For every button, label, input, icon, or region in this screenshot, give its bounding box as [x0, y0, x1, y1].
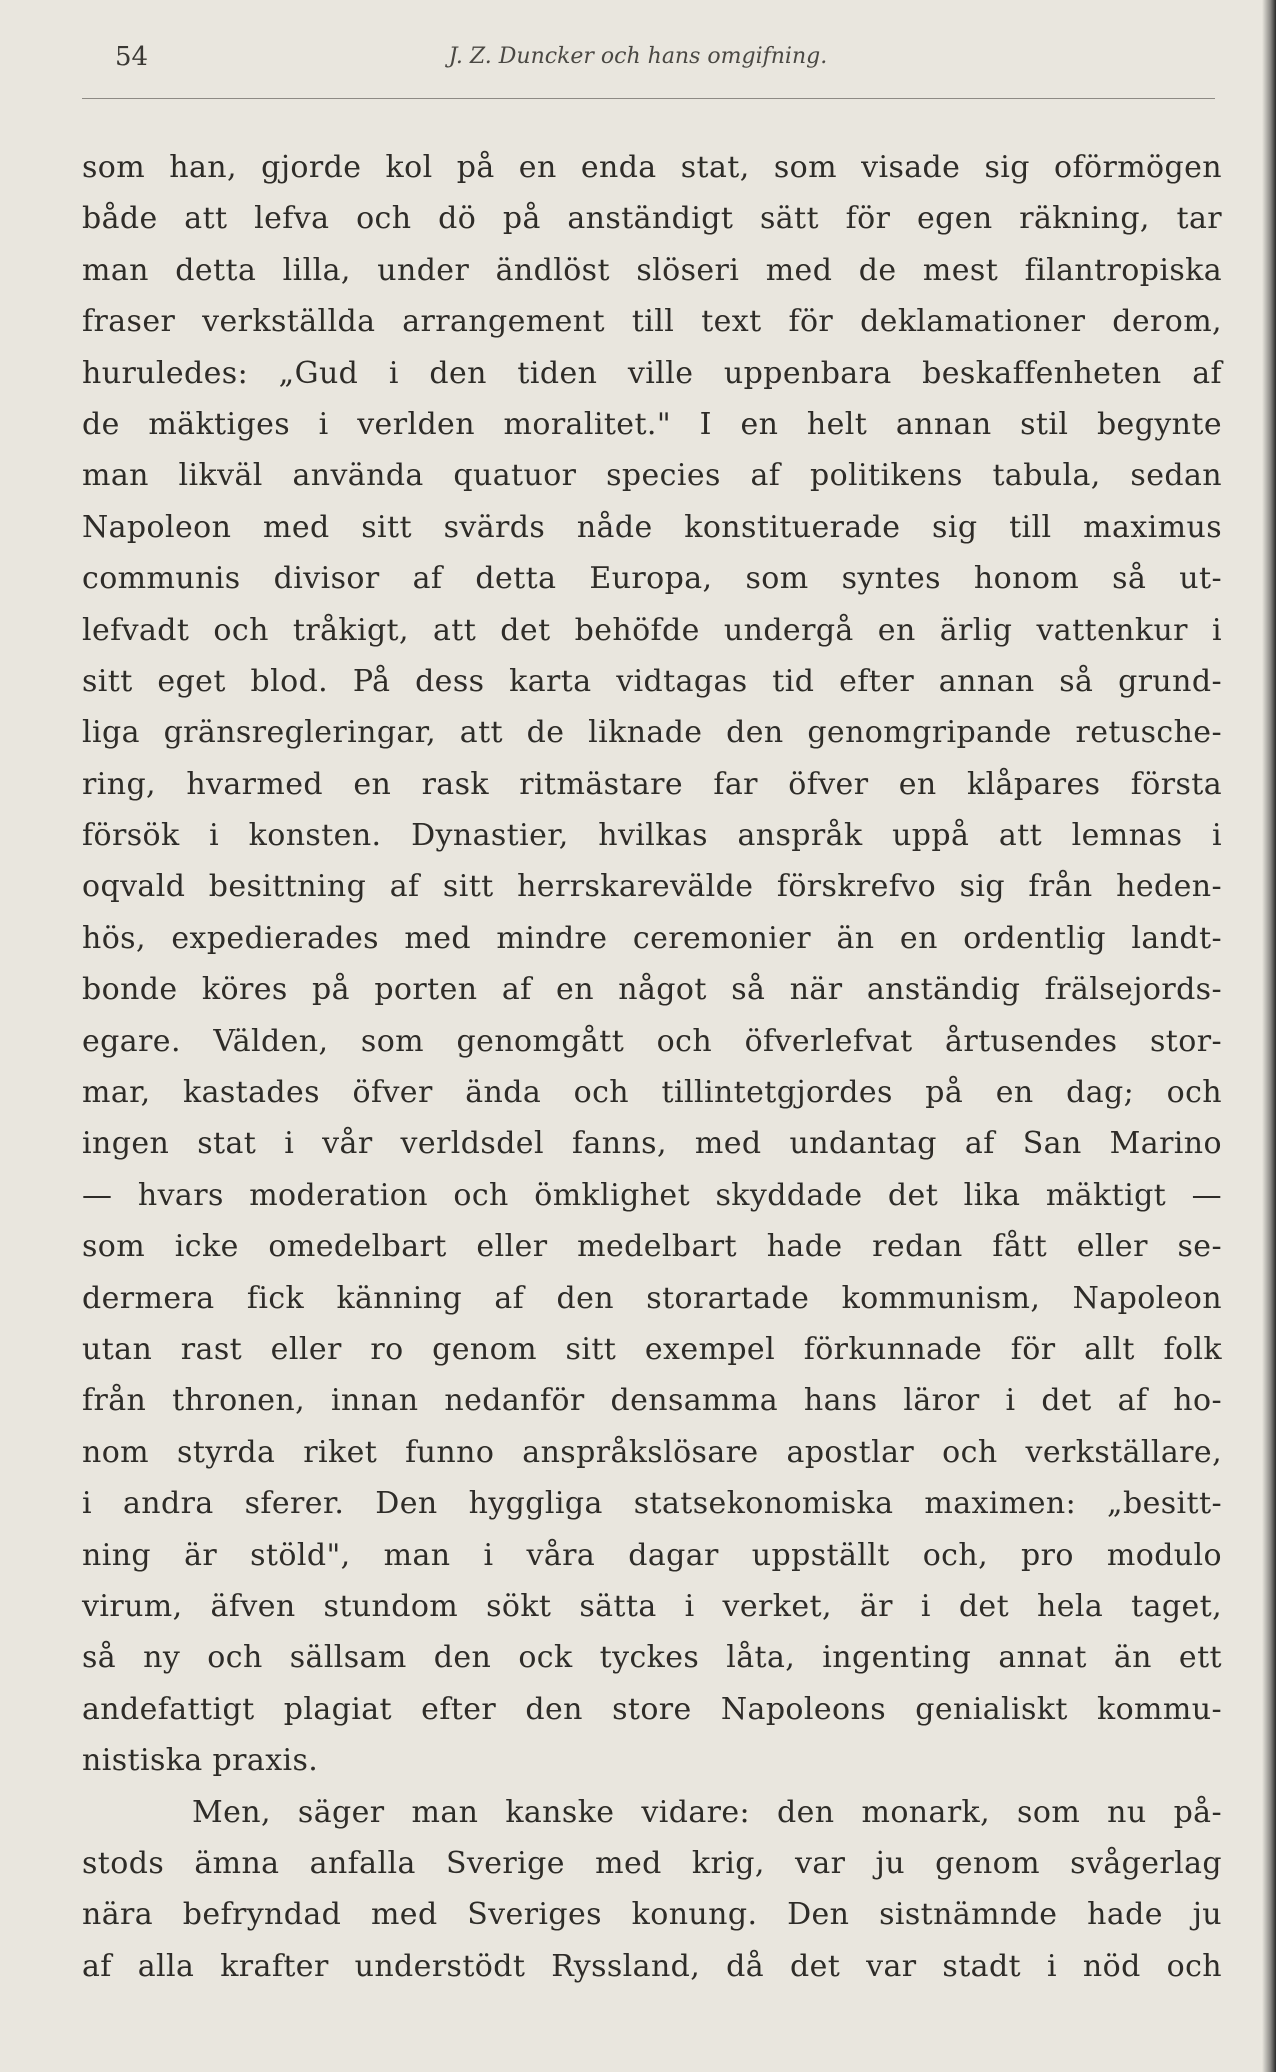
text-line: Napoleon med sitt svärds nåde konstituerade sig till maximus	[82, 509, 1222, 545]
text-line: virum, äfven stundom sökt sätta i verket, är i det hela taget,	[82, 1588, 1222, 1624]
text-line: ring, hvarmed en rask ritmästare far öfver en klåpares första	[82, 766, 1222, 802]
text-line: liga gränsregleringar, att de liknade den genomgripande retusche-	[82, 715, 1222, 751]
text-line: nom styrda riket funno anspråkslösare apostlar och verkställare,	[82, 1434, 1222, 1470]
text-line: huruledes: „Gud i den tiden ville uppenbara beskaffenheten af	[82, 355, 1222, 391]
text-line: man detta lilla, under ändlöst slöseri med de mest filantropiska	[82, 252, 1222, 288]
text-line: utan rast eller ro genom sitt exempel förkunnade för allt folk	[82, 1331, 1222, 1367]
text-line: nistiska praxis.	[82, 1743, 319, 1779]
running-head: J. Z. Duncker och hans omgifning.	[448, 44, 828, 69]
text-line: af alla krafter understödt Ryssland, då det var stadt i nöd och	[82, 1948, 1222, 1984]
text-line: både att lefva och dö på anständigt sätt för egen räkning, tar	[82, 201, 1222, 237]
text-line: man likväl använda quatuor species af politikens tabula, sedan	[82, 458, 1222, 494]
page-edge-shadow	[1262, 0, 1276, 2072]
text-line: som han, gjorde kol på en enda stat, som visade sig oförmögen	[82, 150, 1222, 185]
text-line: stods ämna anfalla Sverige med krig, var ju genom svågerlag	[82, 1845, 1222, 1881]
page-number: 54	[115, 42, 149, 72]
header-rule	[82, 98, 1215, 99]
text-line: ning är stöld", man i våra dagar uppställt och, pro modulo	[82, 1537, 1222, 1573]
text-line: — hvars moderation och ömklighet skyddade det lika mäktigt —	[82, 1177, 1222, 1213]
text-line: fraser verkställda arrangement till text för deklamationer derom,	[82, 304, 1222, 340]
text-line: mar, kastades öfver ända och tillintetgjordes på en dag; och	[82, 1075, 1222, 1111]
text-line: hös, expedierades med mindre ceremonier än en ordentlig landt-	[82, 920, 1222, 956]
text-line: oqvald besittning af sitt herrskarevälde förskrefvo sig från heden-	[82, 869, 1222, 905]
text-line: nära befryndad med Sveriges konung. Den sistnämnde hade ju	[82, 1897, 1222, 1933]
page-header	[0, 0, 1276, 110]
body-text	[82, 142, 1222, 1992]
text-line: bonde köres på porten af en något så när anständig frälsejords-	[82, 972, 1222, 1008]
text-line: försök i konsten. Dynastier, hvilkas anspråk uppå att lemnas i	[82, 818, 1222, 854]
text-line: dermera fick känning af den storartade kommunism, Napoleon	[82, 1280, 1222, 1316]
text-line: sitt eget blod. På dess karta vidtagas tid efter annan så grund-	[82, 663, 1222, 699]
text-line: ingen stat i vår verldsdel fanns, med undantag af San Marino	[82, 1126, 1222, 1162]
text-line: Men, säger man kanske vidare: den monark, som nu på-	[192, 1794, 1222, 1830]
text-line: lefvadt och tråkigt, att det behöfde undergå en ärlig vattenkur i	[82, 612, 1222, 648]
text-line: andefattigt plagiat efter den store Napoleons genialiskt kommu-	[82, 1691, 1222, 1727]
text-line: i andra sferer. Den hyggliga statsekonomiska maximen: „besitt-	[82, 1486, 1222, 1522]
text-line: de mäktiges i verlden moralitet." I en helt annan stil begynte	[82, 406, 1222, 442]
text-line: communis divisor af detta Europa, som syntes honom så ut-	[82, 561, 1222, 597]
text-line: från thronen, innan nedanför densamma hans läror i det af ho-	[82, 1383, 1222, 1419]
text-line: som icke omedelbart eller medelbart hade redan fått eller se-	[82, 1229, 1222, 1265]
text-line: egare. Välden, som genomgått och öfverlefvat årtusendes stor-	[82, 1023, 1222, 1059]
text-line: så ny och sällsam den ock tyckes låta, ingenting annat än ett	[82, 1640, 1222, 1676]
